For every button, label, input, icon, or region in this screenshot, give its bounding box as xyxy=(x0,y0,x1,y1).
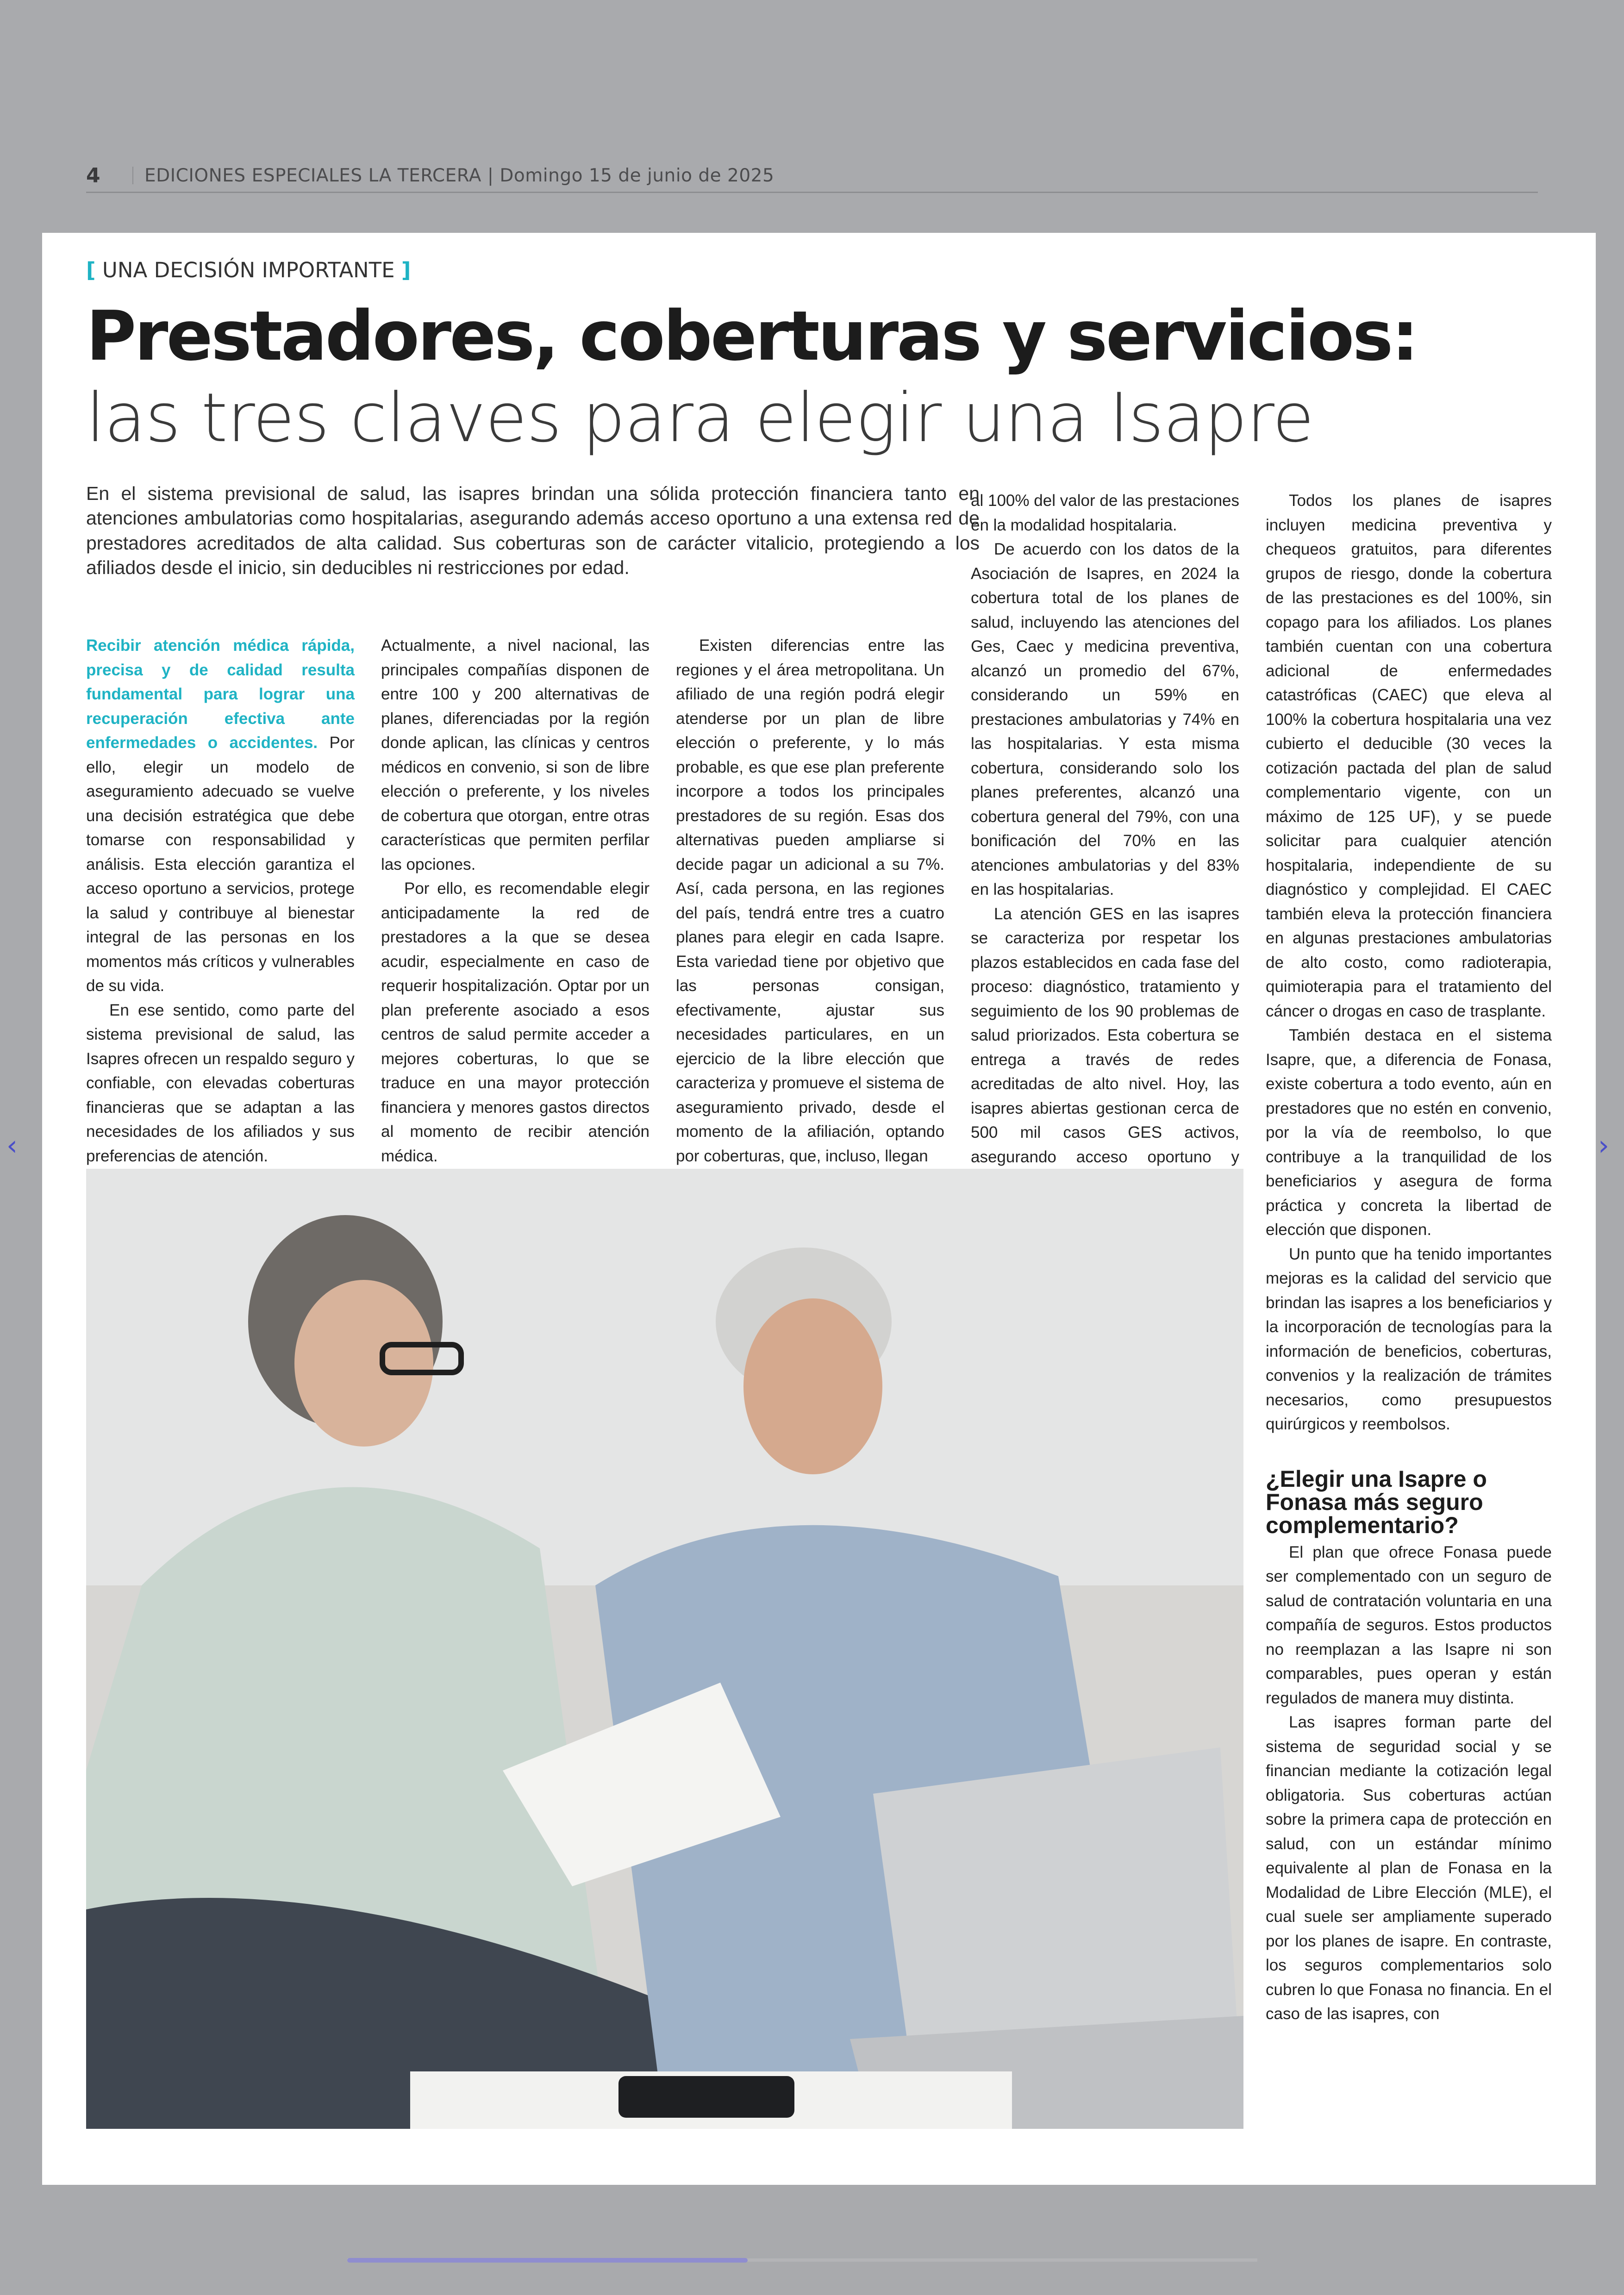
column-5-paragraph-4: El plan que ofrece Fonasa puede ser complementado con un seguro de salud de contratación voluntaria en una compañía de seguros. Estos productos no reemplazan a las Isapre ni son comparables, pues operan y están regulados de manera muy distinta. xyxy=(1266,1543,1552,1707)
column-1-paragraph-1 xyxy=(86,634,355,998)
text-column-5 xyxy=(1266,489,1552,2027)
headline: Prestadores, coberturas y servicios: xyxy=(86,296,1417,376)
couple-reviewing-documents-illustration xyxy=(86,1169,1243,2129)
header-divider xyxy=(132,167,133,184)
page-header xyxy=(86,159,1538,193)
column-3-paragraph-1: Existen diferencias entre las regiones y el área metropolitana. Un afiliado de una región podrá elegir atenderse por un plan de libre elección o preferente, y lo más probable, es que ese plan preferente incorpore a todos los principales prestadores de su región. Esas dos alternativas pueden ampliarse si decide pagar un adicional a su 7%. Así, cada persona, en las regiones del país, tendrá entre tres a cuatro planes para elegir en cada Isapre. Esta variedad tiene por objetivo que las personas consigan, efectivamente, ajustar sus necesidades particulares, en un ejercicio de la libre elección que caracteriza y promueve el sistema de aseguramiento privado, desde el momento de la afiliación, optando por coberturas, que, incluso, llegan xyxy=(676,636,944,1165)
column-2-paragraph-1: Actualmente, a nivel nacional, las principales compañías disponen de entre 100 y 200 alternativas de planes, diferenciadas por la región donde aplican, las clínicas y centros médicos en convenio, si son de libre elección o preferente, y los niveles de cobertura que otorgan, entre otras características que permiten perfilar las opciones. xyxy=(381,636,650,873)
subheadline: las tres claves para elegir una Isapre xyxy=(86,379,1314,457)
next-page-chevron-icon[interactable]: › xyxy=(1598,1129,1609,1162)
text-column-1 xyxy=(86,634,355,1168)
previous-page-chevron-icon[interactable]: ‹ xyxy=(6,1129,18,1162)
section-subheading: ¿Elegir una Isapre o Fonasa más seguro complementario? xyxy=(1266,1466,1487,1538)
lead-sentence: Recibir atención médica rápida, precisa y de calidad resulta fundamental para lograr una recuperación efectiva ante enfermedades o accidentes. xyxy=(86,636,355,752)
reader-progress-thumb[interactable] xyxy=(347,2258,748,2263)
text-column-3 xyxy=(676,634,944,1168)
column-2-paragraph-2: Por ello, es recomendable elegir anticipadamente la red de prestadores a la que se desea acudir, especialmente en caso de requerir hospitalización. Optar por un plan preferente asociado a esos centros de salud permite acceder a mejores coberturas, lo que se traduce en una mayor protección financiera y menores gastos directos al momento de recibir atención médica. xyxy=(381,879,650,1165)
text-column-2 xyxy=(381,634,650,1168)
text-column-4 xyxy=(971,489,1239,1194)
section-kicker xyxy=(86,258,411,282)
column-5-paragraph-2: También destaca en el sistema Isapre, que, a diferencia de Fonasa, existe cobertura a todo evento, aún en prestadores que no estén en convenio, por la vía de reembolso, lo que contribuye a la tranquilidad de los beneficiarios y asegura de forma práctica y concreta la libertad de elección que disponen. xyxy=(1266,1026,1552,1239)
column-1-paragraph-2: En ese sentido, como parte del sistema previsional de salud, las Isapres ofrecen un respaldo seguro y confiable, con elevadas coberturas financieras que se adaptan a las necesidades de los afiliados y sus preferencias de atención. xyxy=(86,1001,355,1165)
kicker-label: UNA DECISIÓN IMPORTANTE xyxy=(102,258,395,282)
column-4-paragraph-1: al 100% del valor de las prestaciones en la modalidad hospitalaria. xyxy=(971,492,1239,534)
column-4-paragraph-2: De acuerdo con los datos de la Asociación de Isapres, en 2024 la cobertura total de los planes de salud, incluyendo las atenciones del Ges, Caec y medicina preventiva, alcanzó un promedio del 67%, considerando un 59% en prestaciones ambulatorias y 74% en las hospitalarias. Y esta misma cobertura, considerando solo los planes preferentes, alcanzó una cobertura general del 79%, con una bonificación del 70% en las atenciones ambulatorias y del 83% en las hospitalarias. xyxy=(971,540,1239,898)
column-5-paragraph-1: Todos los planes de isapres incluyen medicina preventiva y chequeos gratuitos, para diferentes grupos de riesgo, donde la cobertura de las prestaciones es del 100%, sin copago para los afiliados. Los planes también cuentan con una cobertura adicional de enfermedades catastróficas (CAEC) que eleva al 100% la cobertura hospitalaria una vez cubierto el deducible (30 veces la cotización pactada del plan de salud complementario vigente, con un máximo de 125 UF), y se puede solicitar para cualquier atención hospitalaria, independiente de su diagnóstico y complejidad. El CAEC también eleva la protección financiera en algunas prestaciones ambulatorias de alto costo, como radioterapia, quimioterapia para el tratamiento del cáncer o drogas en caso de trasplante. xyxy=(1266,492,1552,1020)
column-1-paragraph-1-text: Por ello, elegir un modelo de aseguramiento adecuado se vuelve una decisión estratégica que debe tomarse con responsabilidad y análisis. Esta elección garantiza el acceso oportuno a servicios, protege la salud y contribuye al bienestar integral de las personas en los momentos más críticos y vulnerables de su vida. xyxy=(86,734,355,995)
article-intro: En el sistema previsional de salud, las isapres brindan una sólida protección financiera tanto en atenciones ambulatorias como hospitalarias, asegurando además acceso oportuno a una extensa red de prestadores acreditados de alta calidad. Sus coberturas son de carácter vitalicio, protegiendo a los afiliados desde el inicio, sin deducibles ni restricciones por edad. xyxy=(86,483,980,578)
article-photo xyxy=(86,1169,1243,2129)
magazine-page xyxy=(42,233,1596,2185)
publication-line: EDICIONES ESPECIALES LA TERCERA | Domingo 15 de junio de 2025 xyxy=(144,165,775,186)
column-5-paragraph-5: Las isapres forman parte del sistema de seguridad social y se financian mediante la cotización legal obligatoria. Sus coberturas actúan sobre la primera capa de protección en salud, con un estándar mínimo equivalente al plan de Fonasa en la Modalidad de Libre Elección (MLE), el cual suele ser ampliamente superado por los planes de isapre. En contraste, los seguros complementarios solo cubren lo que Fonasa no financia. En el caso de las isapres, con xyxy=(1266,1713,1552,2023)
column-4-paragraph-3: La atención GES en las isapres se caracteriza por respetar los plazos establecidos en cada fase del proceso: diagnóstico, tratamiento y seguimiento de los 90 problemas de salud priorizados. Esta cobertura se entrega a través de redes acreditadas de alto nivel. Hoy, las isapres abiertas gestionan cerca de 500 mil casos GES activos, asegurando acceso oportuno y xyxy=(971,904,1239,1166)
kicker-bracket-close: ] xyxy=(401,258,411,282)
page-number: 4 xyxy=(86,163,100,187)
kicker-bracket-open: [ xyxy=(86,258,96,282)
column-5-paragraph-3: Un punto que ha tenido importantes mejoras es la calidad del servicio que brindan las isapres a los beneficiarios y la incorporación de tecnologías para la información de beneficios, coberturas, convenios y la realización de trámites necesarios, como presupuestos quirúrgicos y reembolsos. xyxy=(1266,1245,1552,1433)
